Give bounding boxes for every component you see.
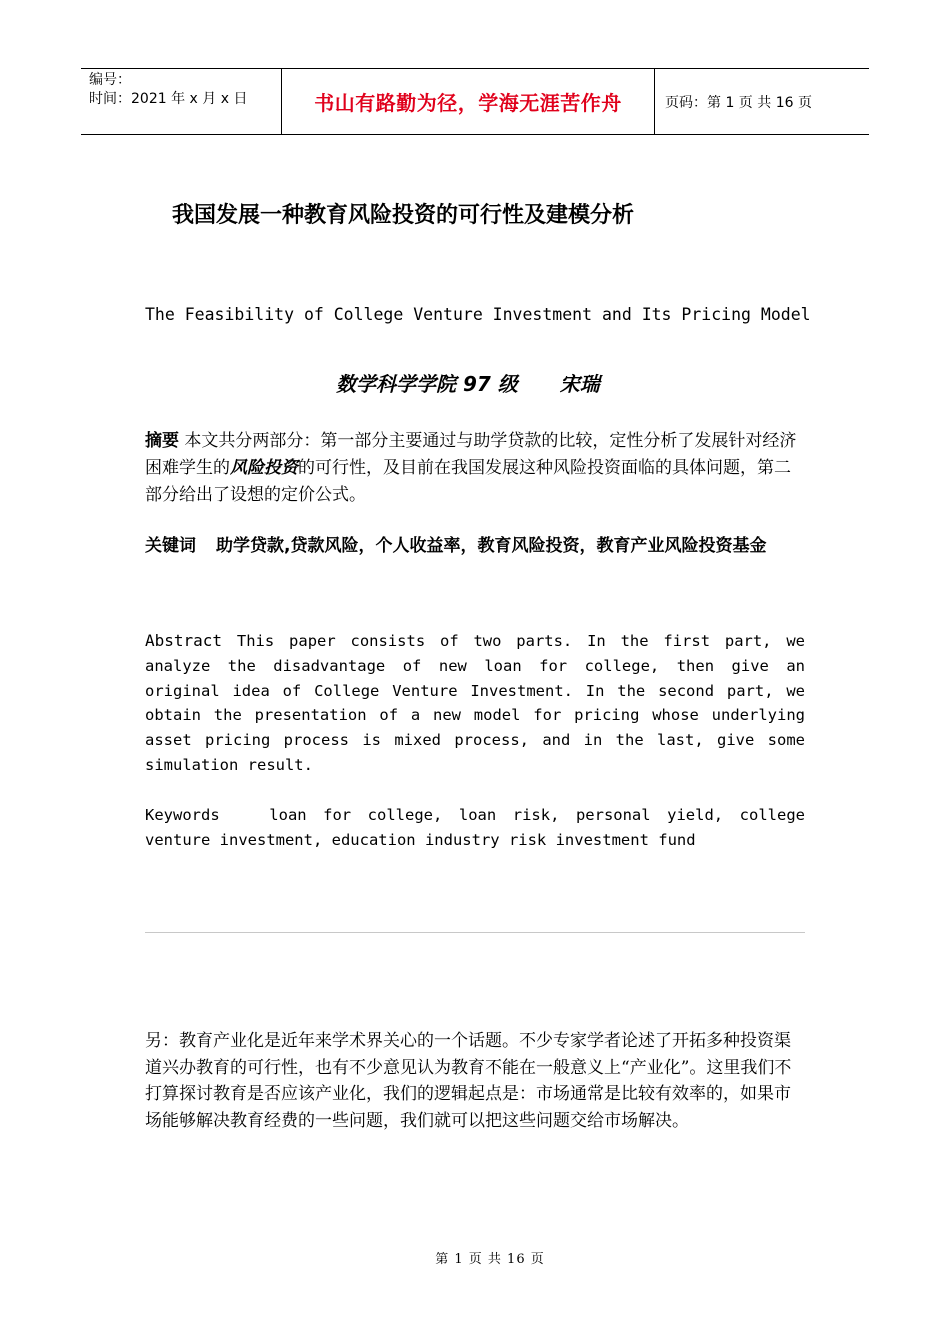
author-affiliation: 数学科学学院 97 级	[336, 372, 518, 396]
chinese-keywords-text: 助学贷款,贷款风险，个人收益率，教育风险投资，教育产业风险投资基金	[216, 536, 767, 556]
document-title: 我国发展一种教育风险投资的可行性及建模分析	[172, 203, 635, 228]
header-page-info: 页码：第 1 页 共 16 页	[665, 94, 812, 111]
chinese-keywords	[145, 525, 805, 568]
english-keywords-text: loan for college, loan risk, personal yield, college venture investment, education industry risk investment fund	[145, 806, 805, 849]
english-abstract-label: Abstract	[145, 631, 223, 650]
chinese-abstract	[145, 428, 805, 509]
english-keywords	[145, 803, 805, 853]
chinese-abstract-label: 摘要	[145, 431, 179, 451]
page-header	[81, 68, 869, 135]
english-title: The Feasibility of College Venture Investment and Its Pricing Model	[145, 305, 811, 324]
chinese-abstract-emphasis: 风险投资	[230, 458, 298, 478]
chinese-abstract-text-1: 本文共分两部分：第一部分主要通过与助学贷款的比较，定性分析了发展针对经济困难学生的	[145, 431, 797, 478]
header-motto: 书山有路勤为径，学海无涯苦作舟	[314, 91, 622, 115]
english-keywords-label: Keywords	[145, 806, 220, 824]
header-meta	[81, 69, 281, 134]
document-date: 时间：2021 年 x 月 x 日	[89, 91, 248, 107]
document-number: 编号：	[89, 72, 131, 88]
note-paragraph: 另：教育产业化是近年来学术界关心的一个话题。不少专家学者论述了开拓多种投资渠道兴办教育的可行性，也有不少意见认为教育不能在一般意义上“产业化”。这里我们不打算探讨教育是否应该产业化，我们的逻辑起点是：市场通常是比较有效率的，如果市场能够解决教育经费的一些问题，我们就可以把这些问题交给市场解决。	[145, 1031, 792, 1131]
footnote-divider	[145, 932, 805, 933]
header-motto-cell	[281, 69, 655, 134]
chinese-abstract-text-2: 的可行性，及目前在我国发展这种风险投资面临的具体问题，第二部分给出了设想的定价公式。	[145, 458, 791, 505]
author-line	[336, 368, 600, 397]
english-abstract-text: This paper consists of two parts. In the first part, we analyze the disadvantage of new loan for college, then give an original idea of College Venture Investment. In the second part, we obtain the presentation of a new model for pricing whose underlying asset pricing process is mixed process, and in the last, give some simulation result.	[145, 632, 805, 774]
page-footer: 第 1 页 共 16 页	[435, 1252, 545, 1267]
author-name: 宋瑞	[559, 372, 600, 396]
chinese-keywords-label: 关键词	[145, 536, 196, 556]
english-abstract	[145, 629, 805, 778]
